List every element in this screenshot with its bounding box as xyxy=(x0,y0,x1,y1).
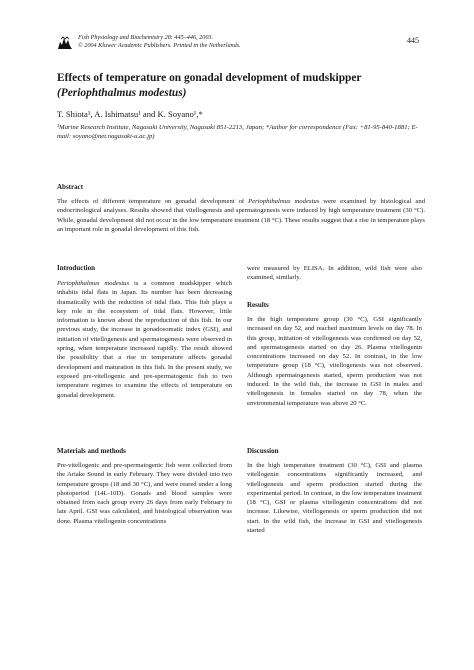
discussion-text: In the high temperature treatment (30 °C), GSI and plasma vitellogenin concentrations significantly increased, and vitellogenesis and sperm production started during the experimental period. In contrast, in the low temperature treatment (18 °C), GSI or plasma vitellogenin concentrations did not increase. Likewise, vitellogenesis or sperm production did not start. In the wild fish, the increase in GSI and vitellogenesis started xyxy=(247,462,422,535)
abstract-rest: were examined by histological and endocrinological analyses. Results showed that vitellogenesis and spermatogenesis were induced by high temperature treatment (30 °C). While, gonadal development did not occur in the low temperature treatment (18 °C). These results suggest that a rise in temperature plays an important role in gonadal development of this fish. xyxy=(57,198,426,233)
abstract-lead: The effects of different temperature on gonadal development of xyxy=(57,198,249,205)
abstract-text xyxy=(57,197,425,234)
abstract-species: Periophthalmus modestus xyxy=(248,198,320,205)
page-number: 445 xyxy=(407,36,419,45)
article-title xyxy=(57,71,427,100)
introduction-heading: Introduction xyxy=(57,264,95,272)
introduction-text xyxy=(57,279,232,400)
results-text: In the high temperature group (30 °C), GSI significantly increased on day 52, and reached maximum levels on day 78. In this group, initiation of vitellogenesis was confirmed on day 52, and spermatogenesis started on day 26. Plasma vitellogenin concentrations increased on day 52. In contrast, in the low temperature group (18 °C), vitellogenesis was not observed. Although spermatogenesis started, sperm production was not induced. In the wild fish, the increase in GSI in males and vitellogenesis in females started on day 78, when the environmental temperature was above 20 °C. xyxy=(247,316,422,407)
materials-text: Pre-vitellogenic and pre-spermatogenic fish were collected from the Ariake Sound in early February. They were divided into two temperature groups (18 and 30 °C), and were reared under a long photoperiod (14L-10D). Gonads and blood samples were obtained from each group every 26 days from early February to late April. GSI was calculated, and histological observation was done. Plasma vitellogenin concentrations xyxy=(57,462,232,525)
publisher-logo-icon xyxy=(57,36,73,50)
copyright-line: © 2004 Kluwer Academic Publishers. Printed in the Netherlands. xyxy=(78,41,241,49)
results-heading: Results xyxy=(247,301,269,309)
affiliation: ¹Marine Research Institute, Nagasaki University, Nagasaki 851-2213, Japan; *Author for correspondence (Fax: +81-95-840-1881; E-mail: soyano@net.nagasaki-u.ac.jp) xyxy=(57,124,418,140)
introduction-species: Periophthalmus modestus xyxy=(57,280,130,287)
title-line-1: Effects of temperature on gonadal development of mudskipper xyxy=(57,72,362,84)
title-line-2: (Periophthalmus modestus) xyxy=(57,86,187,99)
methods-continued-text: were measured by ELISA. In addition, wild fish were also examined, similarly. xyxy=(247,265,422,282)
journal-citation: Fish Physiology and Biochemistry 28: 445–446, 2003. xyxy=(78,34,214,41)
journal-info xyxy=(78,34,241,50)
introduction-rest: is a common mudskipper which inhabits tidal flats in Japan. Its number has been decreasing dramatically with the reduction of tidal flats. This fish plays a key role in the ecosystem of tidal flats. However, little information is known about the reproduction of this fish. In our previous study, the increase in gonadosomatic index (GSI), and initiation of vitellogenesis and spermatogenesis were observed in spring, when temperature increased rapidly. The result showed the possibility that a rise in temperature affects gonadal development and maturation in this fish. In the present study, we exposed pre-vitellogenic and pre-spermatogenic fish to two temperature regimes to examine the effects of temperature on gonadal development. xyxy=(57,280,232,399)
discussion-heading: Discussion xyxy=(247,447,279,455)
author-list: T. Shiota¹, A. Ishimatsu¹ and K. Soyano¹,* xyxy=(57,109,203,119)
abstract-heading: Abstract xyxy=(57,183,84,191)
materials-heading: Materials and methods xyxy=(57,447,126,455)
